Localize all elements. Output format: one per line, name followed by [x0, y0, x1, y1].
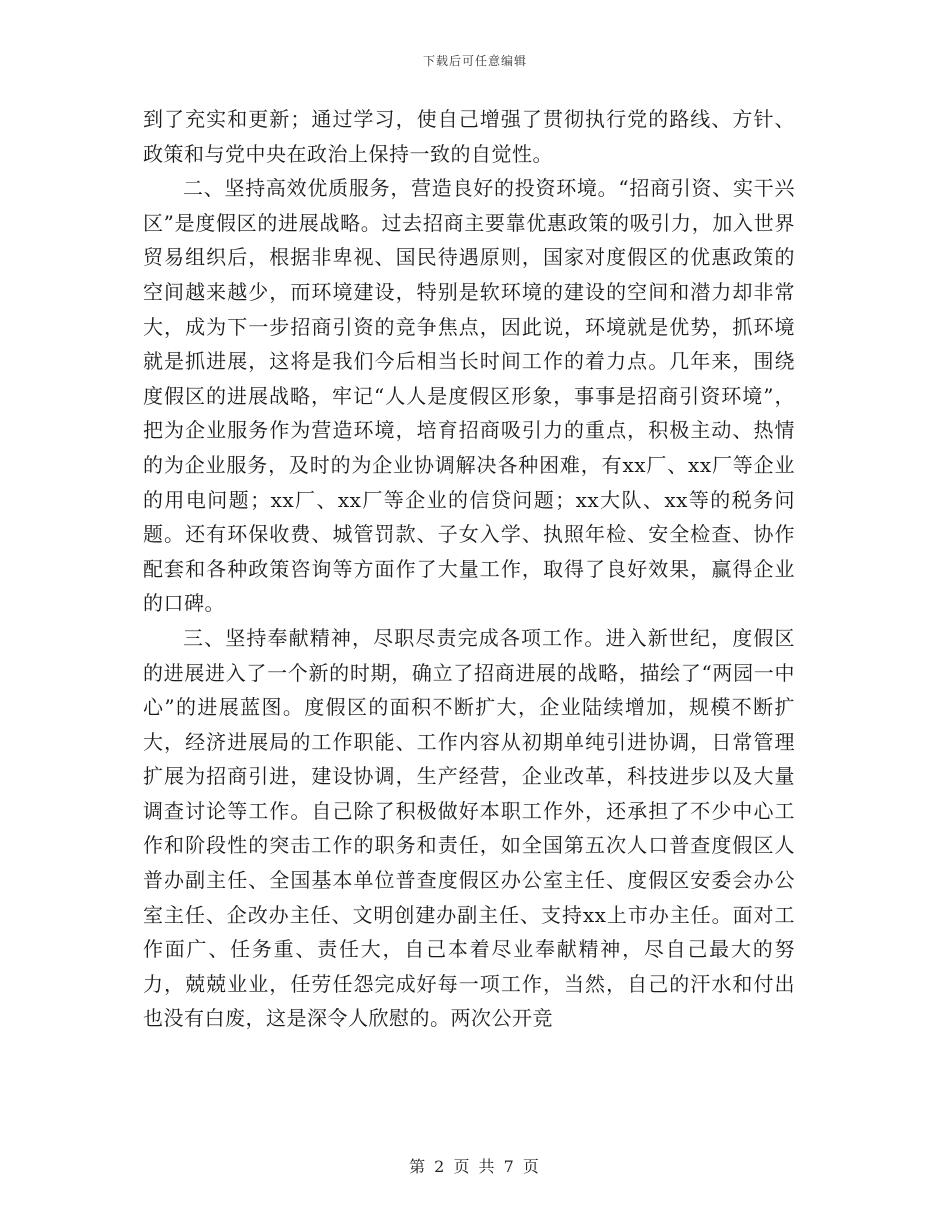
page-header: 下载后可任意编辑: [422, 54, 527, 68]
paragraph-dedication: 三、坚持奉献精神，尽职尽责完成各项工作。进入新世纪，度假区的进展进入了一个新的时期，确立了招商进展的战略，描绘了“两园一中心”的进展蓝图。度假区的面积不断扩大，企业陆续增加，规模不断扩大，经济进展局的工作职能、工作内容从初期单纯引进协调，日常管理扩展为招商引进，建设协调，生产经营，企业改革，科技进步以及大量调查讨论等工作。自己除了积极做好本职工作外，还承担了不少中心工作和阶段性的突击工作的职务和责任，如全国第五次人口普查度假区人普办副主任、全国基本单位普查度假区办公室主任、度假区安委会办公室主任、企改办主任、文明创建办副主任、支持xx上市办主任。面对工作面广、任务重、责任大，自己本着尽业奉献精神，尽自己最大的努力，兢兢业业，任劳任怨完成好每一项工作，当然，自己的汗水和付出也没有白废，这是深令人欣慰的。两次公开竞: [143, 625, 795, 1031]
paragraph-investment-environment: 二、坚持高效优质服务，营造良好的投资环境。“招商引资、实干兴区”是度假区的进展战略。过去招商主要靠优惠政策的吸引力，加入世界贸易组织后，根据非卑视、国民待遇原则，国家对度假区的优惠政策的空间越来越少，而环境建设，特别是软环境的建设的空间和潜力却非常大，成为下一步招商引资的竞争焦点，因此说，环境就是优势，抓环境就是抓进展，这将是我们今后相当长时间工作的着力点。几年来，围绕度假区的进展战略，牢记“人人是度假区形象，事事是招商引资环境”，把为企业服务作为营造环境，培育招商吸引力的重点，积极主动、热情的为企业服务，及时的为企业协调解决各种困难，有xx厂、xx厂等企业的用电问题；xx厂、xx厂等企业的信贷问题；xx大队、xx等的税务问题。还有环保收费、城管罚款、子女入学、执照年检、安全检查、协作配套和各种政策咨询等方面作了大量工作，取得了良好效果，赢得企业的口碑。: [143, 176, 795, 616]
page-number: 第 2 页 共 7 页: [409, 1157, 541, 1176]
document-body: [143, 102, 795, 1036]
paragraph-continuation: 到了充实和更新；通过学习，使自己增强了贯彻执行党的路线、方针、政策和与党中央在政治上保持一致的自觉性。: [143, 107, 795, 166]
